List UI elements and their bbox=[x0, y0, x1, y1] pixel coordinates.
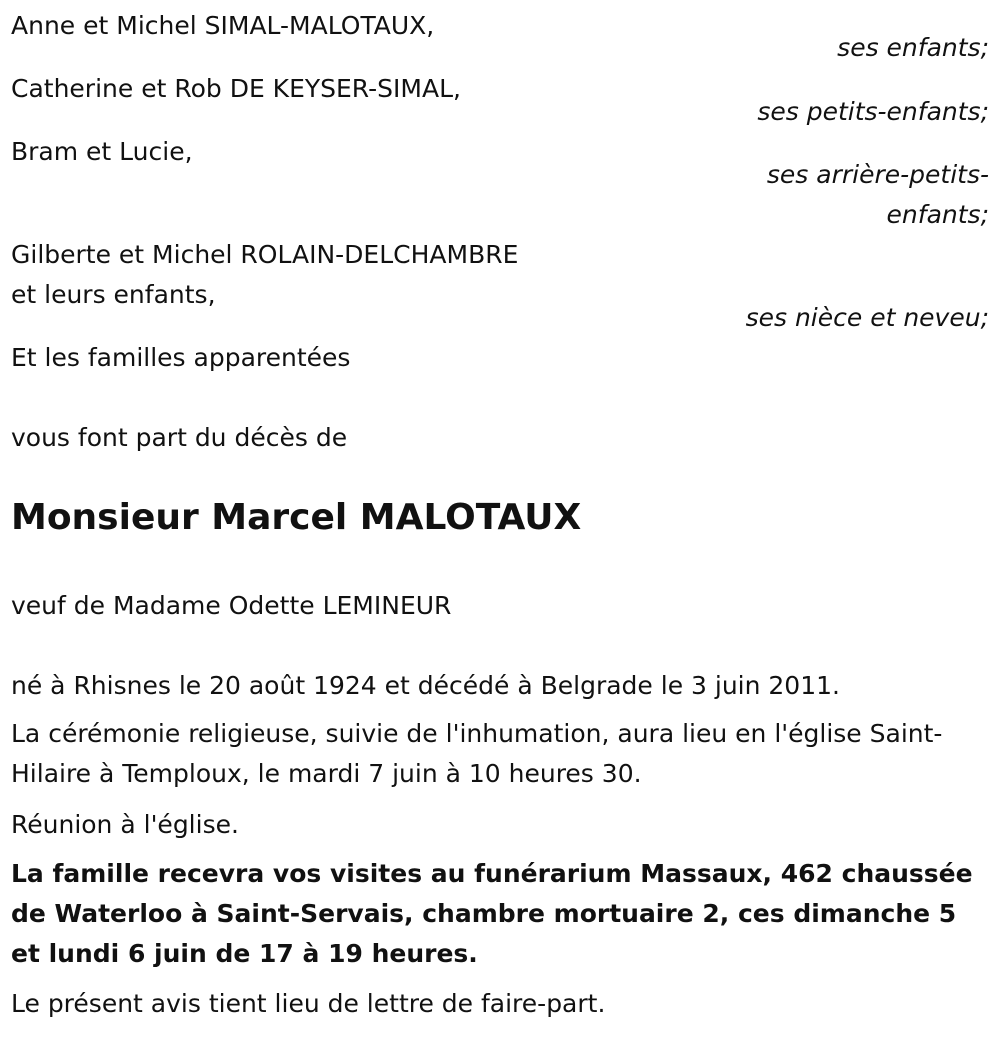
ceremony-info: La cérémonie religieuse, suivie de l'inhumation, aura lieu en l'église Saint-Hilaire à Temploux, le mardi 7 juin à 10 heures 30. bbox=[11, 719, 943, 788]
deceased-name: Monsieur Marcel MALOTAUX bbox=[11, 497, 582, 538]
widower-of: veuf de Madame Odette LEMINEUR bbox=[11, 591, 452, 620]
great-grandchildren-role-line2: enfants; bbox=[886, 200, 989, 229]
great-grandchildren-role-line1: ses arrière-petits- bbox=[766, 160, 989, 189]
niece-names-line2: et leurs enfants, bbox=[11, 280, 216, 309]
notice-info: Le présent avis tient lieu de lettre de faire-part. bbox=[11, 989, 606, 1018]
grandchildren-role: ses petits-enfants; bbox=[757, 97, 989, 126]
birth-death-info: né à Rhisnes le 20 août 1924 et décédé à Belgrade le 3 juin 2011. bbox=[11, 671, 840, 700]
visits-info: La famille recevra vos visites au funérarium Massaux, 462 chaussée de Waterloo à Saint-Servais, chambre mortuaire 2, ces dimanche 5 et lundi 6 juin de 17 à 19 heures. bbox=[11, 859, 973, 968]
niece-role: ses nièce et neveu; bbox=[745, 303, 989, 332]
great-grandchildren-names: Bram et Lucie, bbox=[11, 137, 193, 166]
children-role: ses enfants; bbox=[837, 33, 989, 62]
grandchildren-names: Catherine et Rob DE KEYSER-SIMAL, bbox=[11, 74, 461, 103]
announcement-intro: vous font part du décès de bbox=[11, 423, 348, 452]
related-families: Et les familles apparentées bbox=[11, 343, 351, 372]
niece-names-line1: Gilberte et Michel ROLAIN-DELCHAMBRE bbox=[11, 240, 519, 269]
meeting-info: Réunion à l'église. bbox=[11, 810, 239, 839]
children-names: Anne et Michel SIMAL-MALOTAUX, bbox=[11, 11, 435, 40]
